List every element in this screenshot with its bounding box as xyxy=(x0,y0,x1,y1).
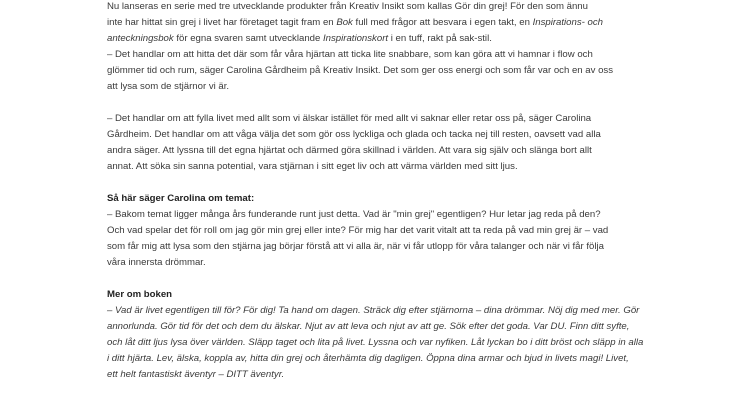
book-term: Bok xyxy=(336,17,353,28)
text-line: – Det handlar om att hitta det där som får våra hjärtan att ticka lite snabbare, som kan göra att vi hamnar i flow och xyxy=(107,49,593,60)
text-run: inte har hittat sin grej i livet har företaget tagit fram en xyxy=(107,17,337,28)
section-heading: Så här säger Carolina om temat: xyxy=(107,193,255,204)
paragraph-gap xyxy=(107,271,739,287)
text-line xyxy=(107,15,739,31)
text-line: i ditt hjärta. Lev, älska, koppla av, hitta din grej och återhämta dig dagligen. Öppna dina armar och bjud in livets magi! Livet, xyxy=(107,353,629,364)
text-line: våra innersta drömmar. xyxy=(107,257,206,268)
text-line: annat. Att söka sin sanna potential, vara stjärnan i sitt eget liv och att värma världen med sitt ljus. xyxy=(107,161,518,172)
section-heading: Mer om boken xyxy=(107,289,173,300)
text-run: full med frågor att besvara i egen takt, en xyxy=(352,17,533,28)
text-line: glömmer tid och rum, säger Carolina Gårdheim på Kreativ Insikt. Det som ger oss energi och som får var och en av oss xyxy=(107,65,614,76)
text-line: – Det handlar om att fylla livet med allt som vi älskar istället för med allt vi saknar eller retar oss på, säger Carolina xyxy=(107,113,592,124)
text-line: ett helt fantastiskt äventyr – DITT äventyr. xyxy=(107,369,285,380)
paragraph-gap xyxy=(107,95,739,111)
notebook-term: anteckningsbok xyxy=(107,33,174,44)
text-line: – Vad är livet egentligen till för? För dig! Ta hand om dagen. Sträck dig efter stjärnorna – dina drömmar. Nöj dig med mer. Gör xyxy=(107,305,640,316)
text-line xyxy=(107,31,739,47)
text-line: att lysa som de stjärnor vi är. xyxy=(107,81,230,92)
text-line: Nu lanseras en serie med tre utvecklande produkter från Kreativ Insikt som kallas Gör din grej! För den som ännu xyxy=(107,1,588,12)
text-run: i en tuff, rakt på sak-stil. xyxy=(388,33,492,44)
quote-paragraph xyxy=(107,111,739,175)
theme-section xyxy=(107,191,739,271)
text-line: som får mig att lysa som den stjärna jag börjar förstå att vi alla är, när vi får utlopp för våra talanger och när vi får följa xyxy=(107,241,604,252)
press-release-body xyxy=(107,0,739,383)
text-run: för egna svaren samt utvecklande xyxy=(173,33,323,44)
text-line: Och vad spelar det för roll om jag gör min grej eller inte? För mig har det varit vitalt att ta reda på vad min grej är – vad xyxy=(107,225,609,236)
text-line: andra säger. Att lyssna till det egna hjärtat och därmed göra skillnad i världen. Att vara sig själv och slänga bort allt xyxy=(107,145,592,156)
intro-paragraph xyxy=(107,0,739,95)
text-line: annorlunda. Gör tid för det och dem du älskar. Njut av att leva och njut av att ge. Sök efter det goda. Var DU. Finn ditt syfte, xyxy=(107,321,630,332)
cards-term: Inspirationskort xyxy=(323,33,389,44)
text-line: Gårdheim. Det handlar om att våga välja det som gör oss lyckliga och glada och tacka nej till resten, oavsett vad alla xyxy=(107,129,601,140)
paragraph-gap xyxy=(107,175,739,191)
text-line: – Bakom temat ligger många års funderande runt just detta. Vad är "min grej" egentligen? Hur letar jag reda på den? xyxy=(107,209,601,220)
text-line: och låt ditt ljus lysa över världen. Släpp taget och lita på livet. Lyssna och var nyfiken. Låt lyckan bo i ditt bröst och släpp in alla xyxy=(107,337,644,348)
book-section xyxy=(107,287,739,383)
notebook-term: Inspirations- och xyxy=(532,17,603,28)
